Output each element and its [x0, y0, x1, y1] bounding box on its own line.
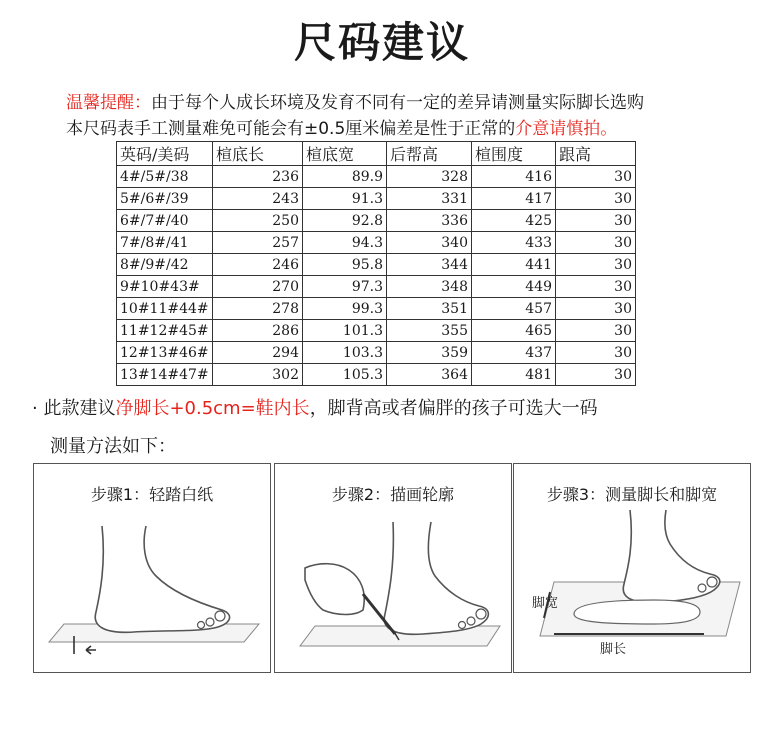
- cell-heel-height: 30: [556, 166, 636, 188]
- table-row: [117, 166, 636, 188]
- cell-last-length: 246: [213, 254, 303, 276]
- cell-last-length: 278: [213, 298, 303, 320]
- step-1-panel: [33, 463, 271, 673]
- cell-last-width: 99.3: [303, 298, 387, 320]
- cell-heel-height: 30: [556, 232, 636, 254]
- header-last-length: 楦底长: [213, 142, 303, 166]
- cell-girth: 465: [472, 320, 556, 342]
- cell-last-width: 105.3: [303, 364, 387, 386]
- cell-back-height: 340: [387, 232, 472, 254]
- size-table: [116, 141, 636, 386]
- header-back-height: 后帮高: [387, 142, 472, 166]
- cell-last-length: 236: [213, 166, 303, 188]
- cell-girth: 457: [472, 298, 556, 320]
- cell-back-height: 355: [387, 320, 472, 342]
- cell-back-height: 344: [387, 254, 472, 276]
- cell-heel-height: 30: [556, 188, 636, 210]
- step-2-label: 步骤2：描画轮廓: [331, 485, 455, 504]
- cell-last-width: 92.8: [303, 210, 387, 232]
- cell-last-length: 302: [213, 364, 303, 386]
- cell-heel-height: 30: [556, 342, 636, 364]
- header-size: 英码/美码: [117, 142, 213, 166]
- cell-girth: 433: [472, 232, 556, 254]
- step-2-panel: [274, 463, 512, 673]
- cell-heel-height: 30: [556, 364, 636, 386]
- step-3-panel: [513, 463, 751, 673]
- cell-last-width: 97.3: [303, 276, 387, 298]
- cell-heel-height: 30: [556, 320, 636, 342]
- table-row: [117, 276, 636, 298]
- table-row: [117, 364, 636, 386]
- cell-size: 4#/5#/38: [117, 166, 213, 188]
- cell-last-width: 91.3: [303, 188, 387, 210]
- header-heel-height: 跟高: [556, 142, 636, 166]
- cell-back-height: 331: [387, 188, 472, 210]
- size-table-header: [117, 142, 636, 166]
- cell-last-width: 94.3: [303, 232, 387, 254]
- page-title: 尺码建议: [293, 18, 470, 67]
- cell-girth: 417: [472, 188, 556, 210]
- foot-on-paper-icon: [34, 464, 270, 672]
- cell-back-height: 351: [387, 298, 472, 320]
- notice-prefix: 温馨提醒：: [66, 93, 151, 113]
- size-tip: [32, 394, 598, 420]
- cell-back-height: 359: [387, 342, 472, 364]
- foot-width-label: 脚宽: [532, 596, 559, 611]
- notice-text-2: 本尺码表手工测量难免可能会有±0.5厘米偏差是性于正常的: [66, 119, 516, 139]
- step-1-label: 步骤1：轻踏白纸: [90, 485, 214, 504]
- table-row: [117, 210, 636, 232]
- cell-size: 8#/9#/42: [117, 254, 213, 276]
- cell-heel-height: 30: [556, 298, 636, 320]
- cell-back-height: 348: [387, 276, 472, 298]
- cell-size: 9#10#43#: [117, 276, 213, 298]
- cell-heel-height: 30: [556, 276, 636, 298]
- notice-line-1: [66, 90, 746, 116]
- table-row: [117, 298, 636, 320]
- cell-girth: 481: [472, 364, 556, 386]
- cell-last-width: 103.3: [303, 342, 387, 364]
- table-row: [117, 232, 636, 254]
- table-row: [117, 320, 636, 342]
- cell-girth: 449: [472, 276, 556, 298]
- cell-back-height: 364: [387, 364, 472, 386]
- cell-last-width: 101.3: [303, 320, 387, 342]
- cell-last-width: 95.8: [303, 254, 387, 276]
- foot-length-label: 脚长: [600, 642, 627, 657]
- cell-girth: 437: [472, 342, 556, 364]
- cell-last-length: 243: [213, 188, 303, 210]
- cell-last-length: 294: [213, 342, 303, 364]
- cell-last-length: 250: [213, 210, 303, 232]
- cell-last-width: 89.9: [303, 166, 387, 188]
- cell-heel-height: 30: [556, 254, 636, 276]
- cell-heel-height: 30: [556, 210, 636, 232]
- cell-size: 11#12#45#: [117, 320, 213, 342]
- notice: [66, 90, 746, 142]
- hand-tracing-foot-icon: [275, 464, 511, 672]
- cell-last-length: 270: [213, 276, 303, 298]
- cell-back-height: 336: [387, 210, 472, 232]
- cell-size: 7#/8#/41: [117, 232, 213, 254]
- header-last-width: 楦底宽: [303, 142, 387, 166]
- step-3-label: 步骤3：测量脚长和脚宽: [546, 485, 718, 504]
- cell-size: 6#/7#/40: [117, 210, 213, 232]
- cell-size: 10#11#44#: [117, 298, 213, 320]
- measure-foot-icon: [514, 464, 750, 672]
- notice-warning: 介意请慎拍。: [515, 119, 618, 139]
- cell-girth: 416: [472, 166, 556, 188]
- table-row: [117, 342, 636, 364]
- cell-last-length: 257: [213, 232, 303, 254]
- cell-back-height: 328: [387, 166, 472, 188]
- table-row: [117, 188, 636, 210]
- cell-size: 5#/6#/39: [117, 188, 213, 210]
- cell-size: 12#13#46#: [117, 342, 213, 364]
- tip-suffix: ，脚背高或者偏胖的孩子可选大一码: [309, 398, 598, 419]
- cell-girth: 425: [472, 210, 556, 232]
- cell-last-length: 286: [213, 320, 303, 342]
- table-row: [117, 254, 636, 276]
- header-girth: 楦围度: [472, 142, 556, 166]
- notice-text-1: 由于每个人成长环境及发育不同有一定的差异请测量实际脚长选购: [151, 93, 644, 113]
- tip-formula: 净脚长+0.5cm=鞋内长: [115, 398, 310, 419]
- cell-girth: 441: [472, 254, 556, 276]
- tip-prefix: · 此款建议: [32, 398, 116, 419]
- method-title: 测量方法如下：: [50, 436, 176, 457]
- cell-size: 13#14#47#: [117, 364, 213, 386]
- notice-line-2: [66, 116, 746, 142]
